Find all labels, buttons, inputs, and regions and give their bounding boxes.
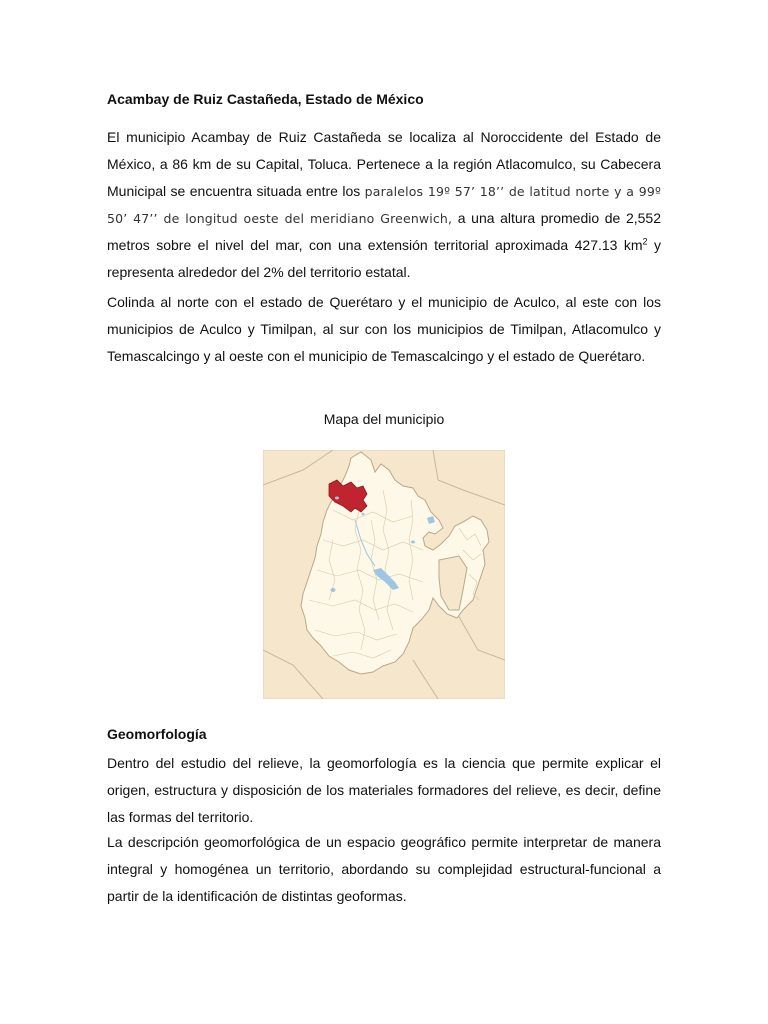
reservoir-3 [331,588,336,592]
intro-text-1: El municipio Acambay de Ruiz Castañeda se localiza al Noroccidente del Estado de México, a 86 km de su Capital, Toluca. Pertenece a la región Atlacomulco, su Cabecera Municipal se encuentra situada entre los [107,129,661,199]
document-title: Acambay de Ruiz Castañeda, Estado de México [107,91,424,107]
borders-paragraph: Colinda al norte con el estado de Querétaro y el municipio de Aculco, al este con los municipios de Aculco y Timilpan, al sur con los municipios de Timilpan, Atlacomulco y Temascalcingo y al oeste con el municipio de Temascalcingo y el estado de Querétaro. [107,294,661,364]
geomorphology-paragraph-2: La descripción geomorfológica de un espacio geográfico permite interpretar de manera integral y homogénea un territorio, abordando su complejidad estructural-funcional a partir de la identificación de distintas geoformas. [107,834,661,904]
intro-text-2: a una altura promedio de 2,552 metros sobre el nivel del mar, con una extensión territorial aproximada 427.13 km [107,210,661,253]
coordinates-text: paralelos 19º 57’ 18’’ de latitud norte y a 99º 50’ 47’’ de longitud oeste del meridiano Greenwich, [107,184,662,226]
reservoir-6 [362,513,365,515]
map-caption: Mapa del municipio [323,411,445,427]
intro-text-3: y representa alrededor del 2% del territorio estatal. [107,237,661,280]
reservoir-4 [411,541,415,544]
reservoir-5 [335,497,339,500]
geomorphology-heading: Geomorfología [107,726,207,742]
superscript-2: 2 [642,236,648,247]
geomorphology-paragraph-1: Dentro del estudio del relieve, la geomorfología es la ciencia que permite explicar el origen, estructura y disposición de los materiales formadores del relieve, es decir, define las formas del territorio. [107,755,661,825]
municipality-map [263,450,505,699]
intro-paragraph [107,124,661,286]
